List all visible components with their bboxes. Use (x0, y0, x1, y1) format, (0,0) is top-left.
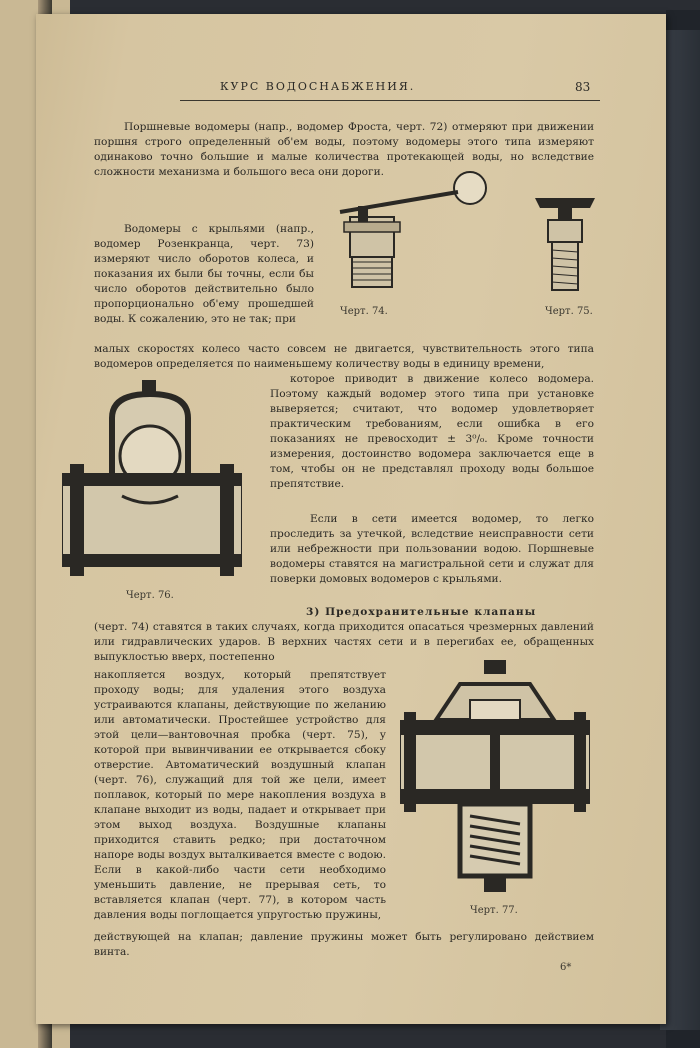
paragraph-spring-pressure: действующей на клапан; давление пружины может быть регулировано действием винта. (94, 931, 594, 958)
running-title: КУРС ВОДОСНАБЖЕНИЯ. (220, 80, 416, 93)
page-number: 83 (575, 80, 591, 94)
figure-74 (330, 162, 490, 302)
paragraph-piston-meters: Поршневые водомеры (напр., водомер Фроста, черт. 72) отмеряют при движении поршня строго определенный об'ем воды, поэтому водомеры этого типа измеряют одинаково точно большие и малые количества протекающей воды, но вследствие сложности механизма и большого веса они дороги. (94, 121, 594, 178)
figure-75 (530, 190, 600, 300)
caption-fig-74: Черт. 74. (340, 306, 388, 317)
book-cover (660, 30, 700, 1030)
page-header (180, 80, 600, 100)
caption-fig-76: Черт. 76. (126, 590, 174, 601)
figure-77 (400, 660, 590, 900)
header-rule (180, 100, 600, 101)
pressure-valve-drawing (400, 660, 590, 900)
air-valve-drawing (62, 378, 242, 588)
paragraph-air-valves: накопляется воздух, который препятствует проходу воды; для удаления этого воздуха устраиваются клапаны, действующие по желанию или автоматически. Простейшее устройство для этой цели—вантовочная пробка (черт. 75), у которой при вывинчивании ее открывается сбоку отверстие. Автоматический воздушный клапан (черт. 76), служащий для той же цели, имеет поплавок, который по мере накопления воздуха в клапане выходит из воды, падает и открывает при этом выход воздуха. Воздушные клапаны приходится ставить редко; при достаточном напоре воды воздух выталкивается вместе с водою. Если в какой-либо части сети необходимо уменьшить давление, не прерывая сеть, то вставляется клапан (черт. 77), в котором часть давления воды поглощается упругостью пружины, (94, 669, 386, 921)
valve-lever-drawing (330, 162, 490, 302)
signature-mark: 6* (560, 962, 572, 973)
section-heading-safety-valves: 3) Предохранительные клапаны (306, 606, 537, 618)
paragraph-wing-meters: Водомеры с крыльями (напр., водомер Розенкранца, черт. 73) измеряют число оборотов колеса, и показания их были бы точны, если бы число оборотов действительно было пропорционально об'ему прошедшей воды. К сожалению, это не так; при (94, 223, 314, 325)
caption-fig-77: Черт. 77. (470, 905, 518, 916)
paragraph-leak-tracking: Если в сети имеется водомер, то легко проследить за утечкой, вследствие неисправности сети или небрежности при пользовании водою. Поршневые водомеры ставятся на магистральной сети и служат для поверки домовых водомеров с крыльями. (270, 513, 594, 585)
paragraph-safety-valves: (черт. 74) ставятся в таких случаях, когда приходится опасаться чрезмерных давлений или гидравлических ударов. В верхних частях сети и в перегибах ее, обращенных выпуклостью вверх, постепенно (94, 621, 594, 663)
figure-76 (62, 378, 242, 588)
paragraph-low-speeds: малых скоростях колесо часто совсем не двигается, чувствительность этого типа водомеров определяется по наименьшему количеству воды в единицу времени, (94, 343, 594, 370)
air-cock-drawing (530, 190, 600, 300)
caption-fig-75: Черт. 75. (545, 306, 593, 317)
paragraph-accuracy: которое приводит в движение колесо водомера. Поэтому каждый водомер этого типа при установке выверяется; считают, что водомер удовлетворяет практическим требованиям, если ошибка в его показаниях не превосходит ± 3⁰/₀. Кроме точности измерения, достоинство водомера заключается еще в том, чтобы он не представлял проходу воды большое препятствие. (270, 373, 594, 490)
